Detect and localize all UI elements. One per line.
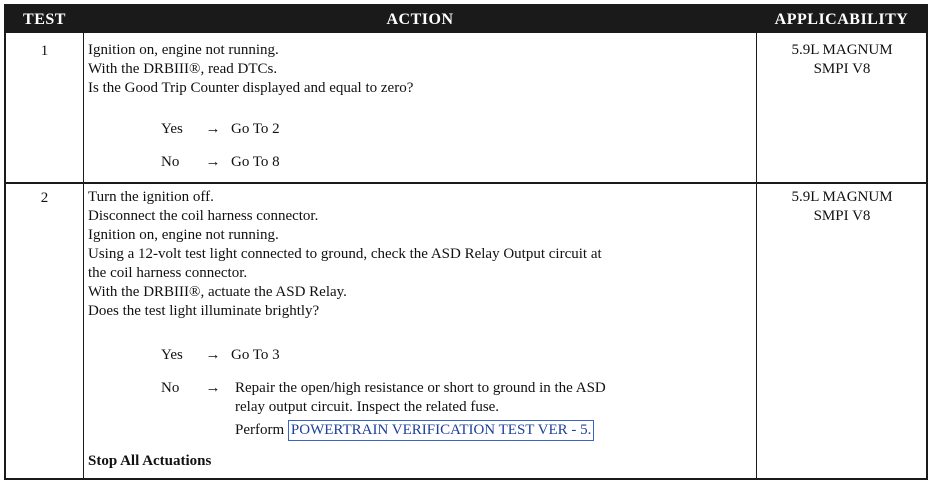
yes-option [161, 346, 280, 365]
goto-text: Go To 8 [231, 154, 280, 170]
action-line: Using a 12-volt test light connected to ground, check the ASD Relay Output circuit at [88, 246, 602, 262]
action-line: the coil harness connector. [88, 265, 248, 281]
goto-text: Go To 2 [231, 121, 280, 137]
perform-label: Perform [235, 422, 285, 438]
action-line: Disconnect the coil harness connector. [88, 208, 319, 224]
applicability-line: SMPI V8 [813, 61, 871, 77]
goto-text: Go To 3 [231, 347, 280, 363]
yes-option [161, 120, 280, 139]
no-action-text [235, 379, 606, 417]
action-text [88, 41, 413, 98]
action-line: Does the test light illuminate brightly? [88, 303, 320, 319]
applicability-line: 5.9L MAGNUM [791, 42, 893, 58]
action-text [88, 188, 602, 321]
perform-line [235, 420, 594, 441]
arrow-icon: → [205, 380, 221, 396]
action-line: Is the Good Trip Counter displayed and equal to zero? [88, 80, 414, 96]
no-option [161, 153, 280, 172]
row-divider [6, 182, 926, 184]
yes-label: Yes [161, 347, 183, 363]
table-header [6, 6, 926, 33]
action-line: Turn the ignition off. [88, 189, 214, 205]
action-line: Ignition on, engine not running. [88, 42, 279, 58]
action-line: With the DRBIII®, actuate the ASD Relay. [88, 284, 347, 300]
yes-label: Yes [161, 121, 183, 137]
header-applicability: APPLICABILITY [774, 11, 909, 28]
applicability-text [758, 41, 926, 79]
stop-actuations-note: Stop All Actuations [88, 453, 212, 469]
no-label: No [161, 154, 180, 170]
header-test: TEST [23, 11, 66, 28]
header-action: ACTION [386, 11, 454, 28]
arrow-icon: → [205, 347, 221, 363]
test-number: 1 [40, 43, 49, 59]
no-action-line: relay output circuit. Inspect the related fuse. [235, 399, 500, 415]
arrow-icon: → [205, 154, 221, 170]
applicability-text [758, 188, 926, 226]
diagnostic-table [4, 4, 928, 480]
verification-test-link[interactable]: POWERTRAIN VERIFICATION TEST VER - 5. [288, 420, 595, 441]
test-number: 2 [40, 190, 49, 206]
no-label: No [161, 380, 180, 396]
applicability-line: 5.9L MAGNUM [791, 189, 893, 205]
no-option [161, 379, 231, 398]
column-divider [83, 33, 84, 478]
no-action-line: Repair the open/high resistance or short to ground in the ASD [235, 380, 606, 396]
column-divider [756, 33, 757, 478]
action-line: With the DRBIII®, read DTCs. [88, 61, 278, 77]
applicability-line: SMPI V8 [813, 208, 871, 224]
arrow-icon: → [205, 121, 221, 137]
action-line: Ignition on, engine not running. [88, 227, 279, 243]
